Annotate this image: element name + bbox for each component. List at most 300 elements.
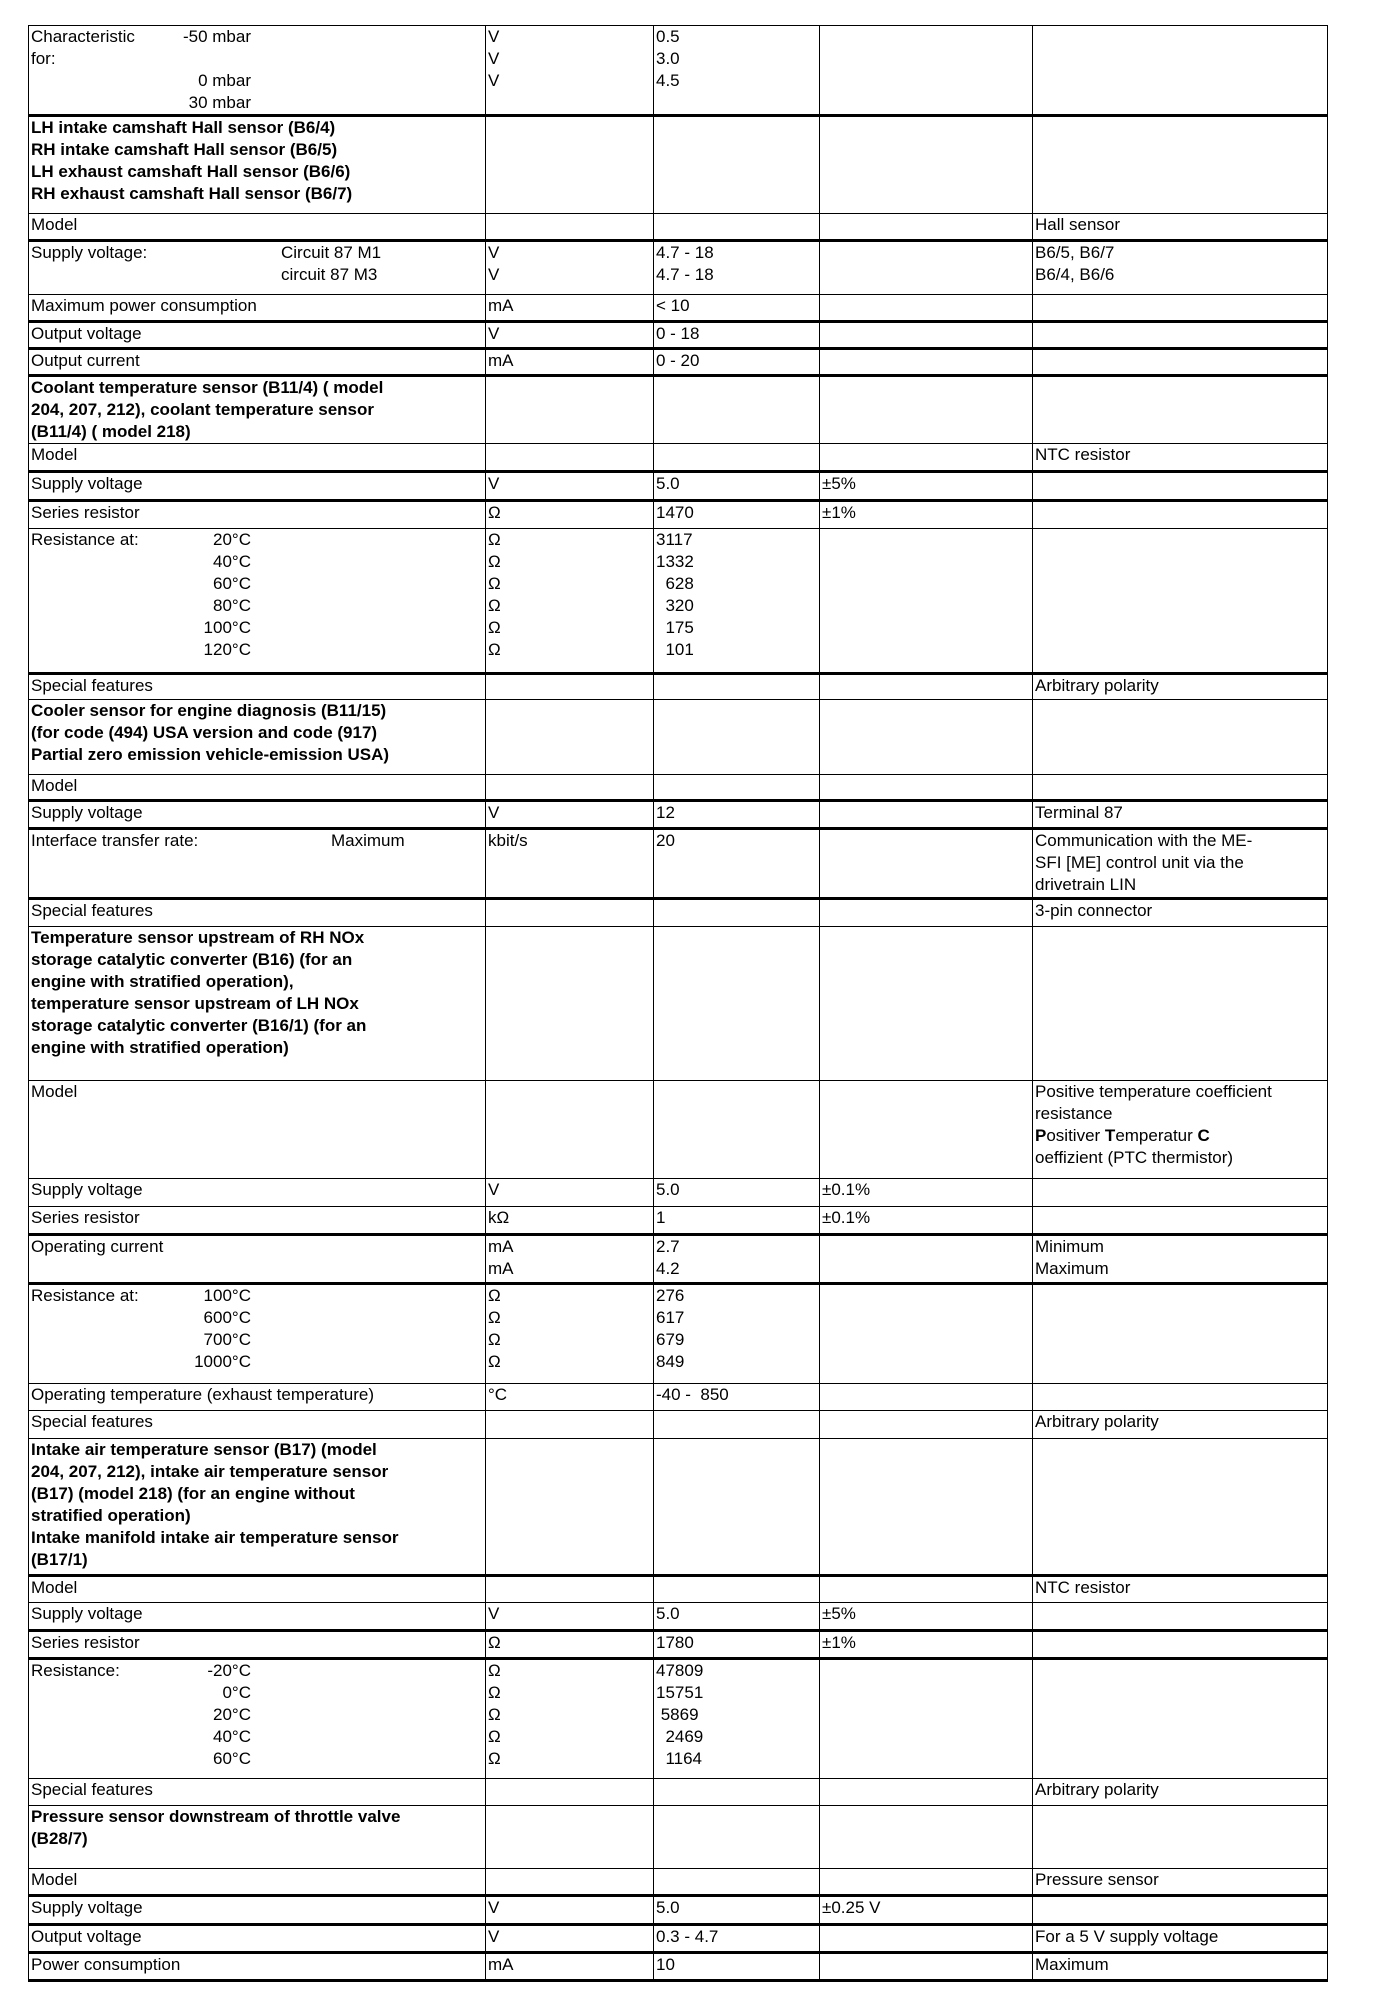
spec-row bbox=[29, 1603, 1328, 1631]
spec-row bbox=[29, 1235, 1328, 1284]
parameter-label: Model bbox=[31, 776, 78, 795]
unit-text: Ω bbox=[488, 574, 501, 593]
value-text: 101 bbox=[656, 640, 694, 659]
value-cell bbox=[654, 1384, 820, 1411]
value-text: 47809 bbox=[656, 1661, 704, 1680]
parameter-label-spacer bbox=[31, 92, 151, 114]
parameter-label: Interface transfer rate: bbox=[31, 831, 199, 850]
spec-table-body bbox=[29, 26, 1328, 1981]
remark-cell bbox=[1033, 1081, 1328, 1179]
value-text: 5.0 bbox=[656, 474, 680, 493]
remark-cell bbox=[1033, 349, 1328, 376]
tolerance-cell bbox=[820, 1284, 1033, 1384]
parameter-subrow bbox=[31, 92, 483, 114]
parameter-label: Special features bbox=[31, 901, 153, 920]
tolerance-cell bbox=[820, 1896, 1033, 1925]
remark-cell bbox=[1033, 376, 1328, 444]
spec-row bbox=[29, 1179, 1328, 1207]
unit-cell bbox=[486, 1925, 654, 1953]
parameter-label: Model bbox=[31, 1578, 78, 1597]
sensor-heading-cell bbox=[29, 376, 486, 444]
spec-row bbox=[29, 674, 1328, 700]
remark-cell bbox=[1033, 801, 1328, 829]
unit-text: mA bbox=[488, 1237, 514, 1256]
tolerance-cell bbox=[820, 1411, 1033, 1439]
tolerance-cell bbox=[820, 1925, 1033, 1953]
value-cell bbox=[654, 829, 820, 899]
tolerance-cell bbox=[820, 1603, 1033, 1631]
parameter-condition: 120°C bbox=[203, 640, 251, 659]
parameter-label-spacer bbox=[31, 551, 151, 573]
tolerance-cell bbox=[820, 927, 1033, 1081]
parameter-condition: 20°C bbox=[213, 530, 251, 549]
sensor-heading-line: Pressure sensor downstream of throttle valve bbox=[31, 1807, 401, 1826]
value-text: 5.0 bbox=[656, 1604, 680, 1623]
sensor-heading-line: Coolant temperature sensor (B11/4) ( model bbox=[31, 378, 384, 397]
sensor-heading-line: Intake air temperature sensor (B17) (model bbox=[31, 1440, 377, 1459]
spec-row bbox=[29, 1659, 1328, 1779]
parameter-cell bbox=[29, 1235, 486, 1284]
value-cell bbox=[654, 1235, 820, 1284]
parameter-label: Supply voltage bbox=[31, 1898, 143, 1917]
parameter-condition: 0°C bbox=[222, 1683, 251, 1702]
value-text: 0.5 bbox=[656, 27, 680, 46]
parameter-cell bbox=[29, 295, 486, 322]
tolerance-cell bbox=[820, 501, 1033, 529]
value-text: 175 bbox=[656, 618, 694, 637]
parameter-cell bbox=[29, 801, 486, 829]
parameter-cell bbox=[29, 829, 486, 899]
unit-text: V bbox=[488, 803, 500, 822]
spec-row bbox=[29, 1207, 1328, 1235]
unit-text: V bbox=[488, 324, 500, 343]
value-cell bbox=[654, 1869, 820, 1896]
parameter-condition: 80°C bbox=[213, 596, 251, 615]
value-cell bbox=[654, 1806, 820, 1869]
parameter-cell bbox=[29, 1411, 486, 1439]
parameter-subrow bbox=[31, 830, 483, 852]
parameter-condition: 30 mbar bbox=[188, 93, 251, 112]
remark-cell bbox=[1033, 1869, 1328, 1896]
remark-text: Communication with the ME- bbox=[1035, 831, 1253, 850]
remark-text: Terminal 87 bbox=[1035, 803, 1123, 822]
value-cell bbox=[654, 444, 820, 472]
parameter-subrow bbox=[31, 1726, 483, 1748]
sensor-heading-line: Partial zero emission vehicle-emission USA) bbox=[31, 745, 390, 764]
parameter-label-spacer bbox=[31, 1329, 151, 1351]
remark-cell bbox=[1033, 1439, 1328, 1576]
parameter-cell bbox=[29, 899, 486, 927]
remark-cell bbox=[1033, 1207, 1328, 1235]
parameter-label: Characteristic for: bbox=[31, 27, 135, 68]
remark-segment: C bbox=[1197, 1126, 1210, 1145]
unit-text: mA bbox=[488, 351, 514, 370]
remark-text: oeffizient (PTC thermistor) bbox=[1035, 1148, 1234, 1167]
parameter-subrow bbox=[31, 529, 483, 551]
sensor-heading-line: RH intake camshaft Hall sensor (B6/5) bbox=[31, 140, 338, 159]
spec-row bbox=[29, 801, 1328, 829]
sensor-specification-table bbox=[28, 25, 1328, 1982]
unit-cell bbox=[486, 376, 654, 444]
value-text: 20 bbox=[656, 831, 675, 850]
tolerance-cell bbox=[820, 775, 1033, 801]
value-text: 849 bbox=[656, 1352, 685, 1371]
tolerance-cell bbox=[820, 1806, 1033, 1869]
unit-text: V bbox=[488, 71, 500, 90]
value-cell bbox=[654, 349, 820, 376]
parameter-condition: -50 mbar bbox=[182, 27, 251, 46]
parameter-condition: 0 mbar bbox=[198, 71, 251, 90]
spec-row bbox=[29, 1081, 1328, 1179]
parameter-label-spacer bbox=[31, 264, 281, 286]
parameter-label-spacer bbox=[31, 595, 151, 617]
value-cell bbox=[654, 899, 820, 927]
parameter-label: Resistance at: bbox=[31, 530, 139, 549]
remark-text: B6/4, B6/6 bbox=[1035, 265, 1115, 284]
unit-text: kΩ bbox=[488, 1208, 510, 1227]
remark-cell bbox=[1033, 1179, 1328, 1207]
unit-cell bbox=[486, 1384, 654, 1411]
remark-text: Maximum bbox=[1035, 1259, 1109, 1278]
parameter-cell bbox=[29, 1576, 486, 1603]
unit-cell bbox=[486, 829, 654, 899]
spec-row bbox=[29, 241, 1328, 295]
unit-cell bbox=[486, 1411, 654, 1439]
value-cell bbox=[654, 1439, 820, 1576]
value-text: 4.5 bbox=[656, 71, 680, 90]
sensor-heading-line: Cooler sensor for engine diagnosis (B11/15) bbox=[31, 701, 387, 720]
sensor-heading-line: Intake manifold intake air temperature sensor bbox=[31, 1528, 399, 1547]
value-cell bbox=[654, 674, 820, 700]
parameter-condition: 60°C bbox=[213, 1749, 251, 1768]
parameter-cell bbox=[29, 322, 486, 349]
parameter-cell bbox=[29, 1631, 486, 1659]
remark-text: Maximum bbox=[1035, 1955, 1109, 1974]
parameter-cell bbox=[29, 501, 486, 529]
parameter-cell bbox=[29, 1207, 486, 1235]
remark-cell bbox=[1033, 1925, 1328, 1953]
spec-row bbox=[29, 1779, 1328, 1806]
value-text: 15751 bbox=[656, 1683, 704, 1702]
parameter-label: Model bbox=[31, 1082, 78, 1101]
unit-text: Ω bbox=[488, 503, 501, 522]
tolerance-text: ±5% bbox=[822, 1604, 856, 1623]
unit-text: V bbox=[488, 1180, 500, 1199]
tolerance-cell bbox=[820, 1869, 1033, 1896]
parameter-cell bbox=[29, 349, 486, 376]
parameter-label-spacer bbox=[31, 1704, 151, 1726]
parameter-subrow bbox=[31, 1660, 483, 1682]
parameter-subrow bbox=[31, 595, 483, 617]
tolerance-cell bbox=[820, 899, 1033, 927]
unit-text: Ω bbox=[488, 1727, 501, 1746]
parameter-label: Special features bbox=[31, 1780, 153, 1799]
value-cell bbox=[654, 501, 820, 529]
unit-text: Ω bbox=[488, 1330, 501, 1349]
remark-text: drivetrain LIN bbox=[1035, 875, 1137, 894]
section-heading-row bbox=[29, 116, 1328, 214]
parameter-subrow bbox=[31, 1351, 483, 1373]
parameter-cell bbox=[29, 1179, 486, 1207]
tolerance-cell bbox=[820, 674, 1033, 700]
unit-cell bbox=[486, 1953, 654, 1981]
parameter-condition: 40°C bbox=[213, 552, 251, 571]
value-text: 617 bbox=[656, 1308, 685, 1327]
remark-text: B6/5, B6/7 bbox=[1035, 243, 1115, 262]
unit-text: mA bbox=[488, 1259, 514, 1278]
parameter-label: Power consumption bbox=[31, 1955, 181, 1974]
parameter-label-spacer bbox=[31, 1351, 151, 1373]
remark-cell bbox=[1033, 1659, 1328, 1779]
unit-cell bbox=[486, 1631, 654, 1659]
spec-row bbox=[29, 899, 1328, 927]
value-cell bbox=[654, 214, 820, 241]
parameter-cell bbox=[29, 1384, 486, 1411]
unit-text: V bbox=[488, 1898, 500, 1917]
value-cell bbox=[654, 376, 820, 444]
value-cell bbox=[654, 295, 820, 322]
remark-text: Minimum bbox=[1035, 1237, 1104, 1256]
remark-cell bbox=[1033, 295, 1328, 322]
parameter-label: Supply voltage: bbox=[31, 243, 148, 262]
value-cell bbox=[654, 801, 820, 829]
unit-cell bbox=[486, 472, 654, 501]
value-cell bbox=[654, 1284, 820, 1384]
value-cell bbox=[654, 927, 820, 1081]
parameter-cell bbox=[29, 775, 486, 801]
remark-cell bbox=[1033, 529, 1328, 674]
value-cell bbox=[654, 1925, 820, 1953]
unit-text: Ω bbox=[488, 1308, 501, 1327]
unit-cell bbox=[486, 1869, 654, 1896]
remark-text: Arbitrary polarity bbox=[1035, 1412, 1159, 1431]
unit-text: Ω bbox=[488, 1633, 501, 1652]
unit-cell bbox=[486, 1081, 654, 1179]
unit-cell bbox=[486, 899, 654, 927]
unit-cell bbox=[486, 1207, 654, 1235]
tolerance-cell bbox=[820, 322, 1033, 349]
remark-cell bbox=[1033, 674, 1328, 700]
parameter-label-spacer bbox=[31, 573, 151, 595]
unit-text: V bbox=[488, 474, 500, 493]
value-cell bbox=[654, 1779, 820, 1806]
parameter-subrow bbox=[31, 639, 483, 661]
parameter-cell bbox=[29, 1925, 486, 1953]
tolerance-cell bbox=[820, 700, 1033, 775]
unit-text: Ω bbox=[488, 1286, 501, 1305]
parameter-cell bbox=[29, 214, 486, 241]
unit-cell bbox=[486, 674, 654, 700]
remark-cell bbox=[1033, 116, 1328, 214]
parameter-condition: 1000°C bbox=[194, 1352, 251, 1371]
unit-cell bbox=[486, 700, 654, 775]
parameter-label: Maximum power consumption bbox=[31, 296, 257, 315]
tolerance-cell bbox=[820, 214, 1033, 241]
unit-cell bbox=[486, 1659, 654, 1779]
remark-cell bbox=[1033, 1953, 1328, 1981]
unit-cell bbox=[486, 1806, 654, 1869]
unit-cell bbox=[486, 295, 654, 322]
unit-cell bbox=[486, 26, 654, 116]
sensor-heading-line: RH exhaust camshaft Hall sensor (B6/7) bbox=[31, 184, 353, 203]
tolerance-cell bbox=[820, 1179, 1033, 1207]
value-cell bbox=[654, 1659, 820, 1779]
unit-text: Ω bbox=[488, 530, 501, 549]
unit-text: °C bbox=[488, 1385, 508, 1404]
remark-text: Pressure sensor bbox=[1035, 1870, 1159, 1889]
value-cell bbox=[654, 322, 820, 349]
tolerance-cell bbox=[820, 1207, 1033, 1235]
sensor-heading-line: (B17) (model 218) (for an engine without bbox=[31, 1484, 355, 1503]
sensor-heading-line: (B17/1) bbox=[31, 1550, 88, 1569]
remark-text: Positive temperature coefficient bbox=[1035, 1082, 1272, 1101]
sensor-heading-line: LH intake camshaft Hall sensor (B6/4) bbox=[31, 118, 336, 137]
value-cell bbox=[654, 241, 820, 295]
unit-text: Ω bbox=[488, 1352, 501, 1371]
unit-text: mA bbox=[488, 296, 514, 315]
spec-row bbox=[29, 501, 1328, 529]
parameter-label-spacer bbox=[31, 639, 151, 661]
value-cell bbox=[654, 1631, 820, 1659]
unit-text: V bbox=[488, 49, 500, 68]
remark-text: 3-pin connector bbox=[1035, 901, 1153, 920]
unit-cell bbox=[486, 529, 654, 674]
unit-text: kbit/s bbox=[488, 831, 528, 850]
spec-row bbox=[29, 829, 1328, 899]
value-text: 0.3 - 4.7 bbox=[656, 1927, 719, 1946]
value-cell bbox=[654, 1576, 820, 1603]
tolerance-cell bbox=[820, 295, 1033, 322]
spec-row bbox=[29, 1411, 1328, 1439]
tolerance-cell bbox=[820, 1953, 1033, 1981]
spec-row bbox=[29, 444, 1328, 472]
spec-row bbox=[29, 26, 1328, 116]
sensor-heading-line: (B28/7) bbox=[31, 1829, 88, 1848]
parameter-condition: 600°C bbox=[203, 1308, 251, 1327]
parameter-subrow bbox=[31, 1682, 483, 1704]
parameter-cell bbox=[29, 529, 486, 674]
spec-row bbox=[29, 1896, 1328, 1925]
parameter-subrow bbox=[31, 70, 483, 92]
unit-cell bbox=[486, 1235, 654, 1284]
value-text: 276 bbox=[656, 1286, 685, 1305]
value-text: 3.0 bbox=[656, 49, 680, 68]
unit-cell bbox=[486, 1603, 654, 1631]
remark-cell bbox=[1033, 1631, 1328, 1659]
value-text: -40 - 850 bbox=[656, 1385, 729, 1404]
parameter-label: Operating temperature (exhaust temperature) bbox=[31, 1385, 375, 1404]
remark-text: Arbitrary polarity bbox=[1035, 1780, 1159, 1799]
unit-cell bbox=[486, 1576, 654, 1603]
spec-row bbox=[29, 529, 1328, 674]
spec-row bbox=[29, 295, 1328, 322]
parameter-label: Supply voltage bbox=[31, 803, 143, 822]
unit-text: Ω bbox=[488, 640, 501, 659]
value-cell bbox=[654, 1411, 820, 1439]
spec-row bbox=[29, 349, 1328, 376]
parameter-label: Series resistor bbox=[31, 503, 140, 522]
parameter-label: Model bbox=[31, 215, 78, 234]
value-cell bbox=[654, 26, 820, 116]
parameter-subrow bbox=[31, 242, 483, 264]
value-cell bbox=[654, 1603, 820, 1631]
unit-cell bbox=[486, 241, 654, 295]
value-text: 2.7 bbox=[656, 1237, 680, 1256]
remark-cell bbox=[1033, 322, 1328, 349]
parameter-condition: 100°C bbox=[203, 1286, 251, 1305]
parameter-label-spacer bbox=[31, 1307, 151, 1329]
remark-cell bbox=[1033, 927, 1328, 1081]
tolerance-text: ±5% bbox=[822, 474, 856, 493]
sensor-heading-line: temperature sensor upstream of LH NOx bbox=[31, 994, 359, 1013]
sensor-heading-cell bbox=[29, 927, 486, 1081]
sensor-heading-cell bbox=[29, 116, 486, 214]
unit-cell bbox=[486, 927, 654, 1081]
remark-segment: emperatur bbox=[1115, 1126, 1198, 1145]
tolerance-cell bbox=[820, 376, 1033, 444]
parameter-label: Supply voltage bbox=[31, 474, 143, 493]
section-heading-row bbox=[29, 376, 1328, 444]
value-text: 4.7 - 18 bbox=[656, 243, 714, 262]
parameter-subrow bbox=[31, 1307, 483, 1329]
parameter-cell bbox=[29, 1659, 486, 1779]
parameter-cell bbox=[29, 241, 486, 295]
remark-cell bbox=[1033, 472, 1328, 501]
tolerance-text: ±1% bbox=[822, 503, 856, 522]
spec-row bbox=[29, 322, 1328, 349]
parameter-cell bbox=[29, 1779, 486, 1806]
parameter-subrow bbox=[31, 1329, 483, 1351]
unit-cell bbox=[486, 349, 654, 376]
remark-cell bbox=[1033, 214, 1328, 241]
value-cell bbox=[654, 775, 820, 801]
parameter-condition: Maximum bbox=[331, 831, 405, 850]
parameter-subrow bbox=[31, 264, 483, 286]
sensor-heading-line: (B11/4) ( model 218) bbox=[31, 422, 191, 441]
parameter-label: Supply voltage bbox=[31, 1180, 143, 1199]
remark-cell bbox=[1033, 501, 1328, 529]
value-text: 3117 bbox=[656, 530, 693, 549]
parameter-subrow bbox=[31, 573, 483, 595]
sensor-heading-line: engine with stratified operation) bbox=[31, 1038, 289, 1057]
parameter-label: Output voltage bbox=[31, 324, 142, 343]
spec-row bbox=[29, 1384, 1328, 1411]
value-text: 5.0 bbox=[656, 1898, 680, 1917]
parameter-cell bbox=[29, 472, 486, 501]
sensor-heading-line: 204, 207, 212), coolant temperature sensor bbox=[31, 400, 374, 419]
unit-cell bbox=[486, 322, 654, 349]
value-cell bbox=[654, 1896, 820, 1925]
parameter-cell bbox=[29, 1603, 486, 1631]
parameter-subrow bbox=[31, 617, 483, 639]
value-text: 320 bbox=[656, 596, 694, 615]
value-cell bbox=[654, 116, 820, 214]
remark-cell bbox=[1033, 1603, 1328, 1631]
unit-text: Ω bbox=[488, 1705, 501, 1724]
tolerance-text: ±1% bbox=[822, 1633, 856, 1652]
tolerance-cell bbox=[820, 1659, 1033, 1779]
remark-cell bbox=[1033, 1235, 1328, 1284]
sensor-heading-cell bbox=[29, 1806, 486, 1869]
sensor-heading-line: LH exhaust camshaft Hall sensor (B6/6) bbox=[31, 162, 351, 181]
tolerance-cell bbox=[820, 1384, 1033, 1411]
parameter-subrow bbox=[31, 1704, 483, 1726]
tolerance-cell bbox=[820, 472, 1033, 501]
value-text: 12 bbox=[656, 803, 675, 822]
unit-cell bbox=[486, 1284, 654, 1384]
remark-segment: P bbox=[1035, 1126, 1047, 1145]
parameter-label: Output current bbox=[31, 351, 140, 370]
